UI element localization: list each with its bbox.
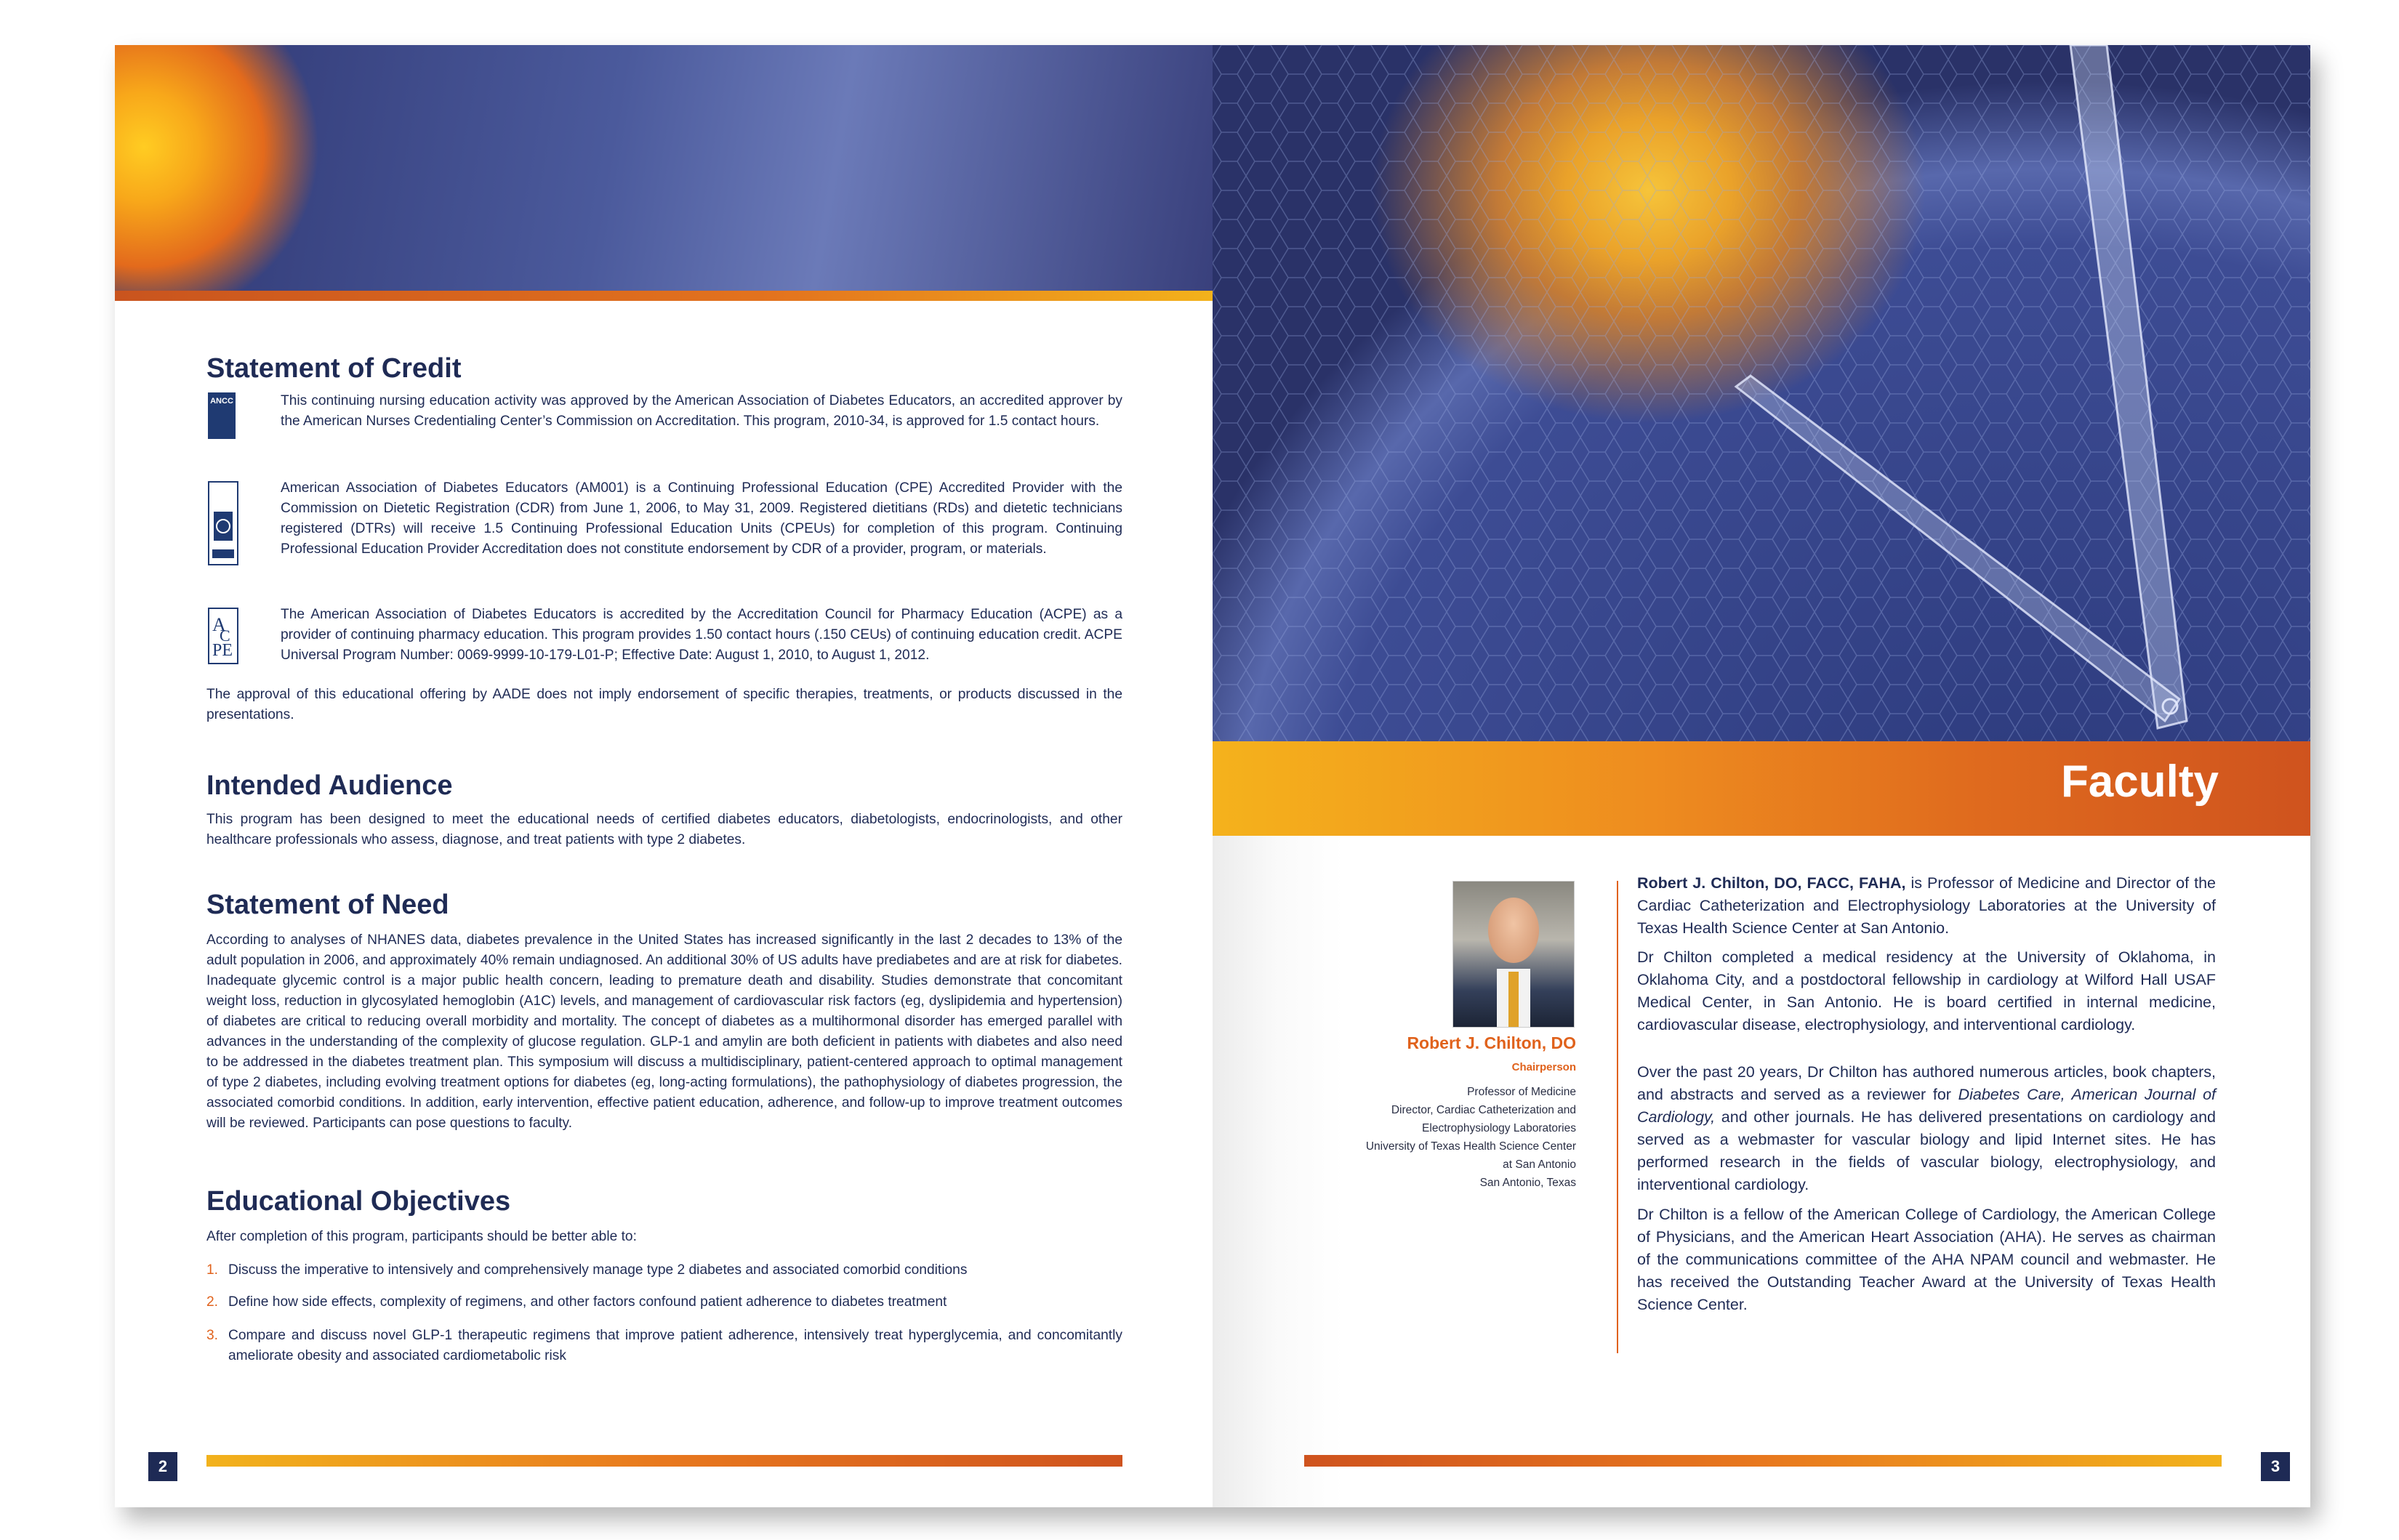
objective-number: 3. <box>206 1328 219 1343</box>
acpe-monogram-icon <box>209 609 237 663</box>
bio-paragraph-3 <box>1637 1061 2216 1196</box>
bio-p3-end: and other journals. He has delivered presentations on cardiology and served as a webmaster for vascular biology and lipid Internet sites. He has performed research in the fields of vascular biology, electrophysiology, and interventional cardiology. <box>1637 1108 2216 1193</box>
objective-number: 1. <box>206 1262 219 1278</box>
brochure-spread <box>115 45 2310 1507</box>
objective-text: Discuss the imperative to intensively and comprehensively manage type 2 diabetes and associated comorbid conditions <box>228 1262 968 1278</box>
svg-text:A: A <box>212 614 226 635</box>
faculty-role: Chairperson <box>1511 1061 1576 1073</box>
intended-audience-text: This program has been designed to meet the educational needs of certified diabetes educators, diabetologists, endocrinologists, and other healthcare professionals who assess, diagnose, and treat patients with type 2 diabetes. <box>206 812 1122 847</box>
left-header-artwork <box>115 45 1213 292</box>
objective-text: Define how side effects, complexity of regimens, and other factors confound patient adherence to diabetes treatment <box>228 1294 947 1310</box>
left-footer-bar <box>206 1455 1122 1467</box>
affiliation-line: San Antonio, Texas <box>1479 1177 1576 1189</box>
faculty-title: Faculty <box>2060 757 2219 807</box>
objective-number: 2. <box>206 1294 219 1310</box>
bio-paragraph-4: Dr Chilton is a fellow of the American College of Cardiology, the American College of Physicians, and the American Heart Association (AHA). He serves as chairman of the communications committee of the AHA NPAM council and webmaster. He has received the Outstanding Teacher Award at the University of Texas Health Science Center. <box>1637 1206 2216 1313</box>
bio-divider <box>1617 881 1618 1353</box>
left-page <box>115 45 1213 1507</box>
portrait-face <box>1488 898 1539 963</box>
statement-of-need-heading: Statement of Need <box>206 890 449 920</box>
bio-intro-text: is Professor of Medicine and Director of the Cardiac Catheterization and Electrophysiology Laboratories at the University of Texas Health Science Center at San Antonio. <box>1637 874 2216 937</box>
bio-name-credentials: Robert J. Chilton, DO, FACC, FAHA, <box>1637 874 1906 892</box>
faculty-photo <box>1452 881 1575 1028</box>
acpe-logo <box>208 608 238 664</box>
objective-text: Compare and discuss novel GLP-1 therapeutic regimens that improve patient adherence, intensively treat hyperglycemia, and concomitantly ameliorate obesity and associated cardiometabolic risk <box>228 1328 1122 1363</box>
educational-objectives-heading: Educational Objectives <box>206 1186 511 1217</box>
affiliation-line: Director, Cardiac Catheterization and <box>1391 1104 1576 1116</box>
affiliation-line: Electrophysiology Laboratories <box>1422 1122 1576 1134</box>
faculty-affiliation <box>1343 1083 1576 1192</box>
intended-audience-heading: Intended Audience <box>206 770 453 801</box>
statement-of-need-text: According to analyses of NHANES data, diabetes prevalence in the United States has increased significantly in the last 2 decades to 13% of the adult population in 2006, and approximately 40% remain undiagnosed. An additional 30% of US adults have prediabetes and are at risk for diabetes. Inadequate glycemic control is a major public health concern, leading to premature death and disability. Studies demonstrate that concomitant weight loss, reduction in glycosylated hemoglobin (A1C) levels, and management of cardiovascular risk factors (eg, dyslipidemia and hypertension) of diabetes are critical to reducing overall morbidity and mortality. The concept of diabetes as a multihormonal disorder has emerged parallel with advances in the understanding of the complexity of glucose regulation. GLP-1 and amylin are both deficient in patients with diabetes and also need to be addressed in the diabetes treatment plan. This symposium will discuss a multidisciplinary, patient-centered approach to optimal management of type 2 diabetes, including evolving treatment options for diabetes (eg, long-acting formulations), the pathophysiology of diabetes progression, the associated comorbid conditions. In addition, early intervention, effective patient education, adherence, and follow-up to improve treatment outcomes will be reviewed. Participants can pose questions to faculty. <box>206 932 1122 1131</box>
globe-clock-artwork <box>1213 45 2310 743</box>
portrait-tie <box>1508 972 1519 1027</box>
statement-of-credit-heading: Statement of Credit <box>206 353 462 384</box>
page-number-left: 2 <box>148 1452 177 1481</box>
cdr-logo <box>208 481 238 565</box>
faculty-name: Robert J. Chilton, DO <box>1407 1033 1576 1052</box>
affiliation-line: at San Antonio <box>1503 1158 1576 1171</box>
cdr-credit-text: American Association of Diabetes Educators (AM001) is a Continuing Professional Education (CPE) Accredited Provider with the Commission on Dietetic Registration (CDR) from June 1, 2006, to May 31, 2009. Registered dietitians (RDs) and dietetic technicians registered (DTRs) will receive 1.5 Continuing Professional Education Units (CPEUs) for completion of this program. Continuing Professional Education Provider Accreditation does not constitute endorsement by CDR of a provider, program, or materials. <box>281 480 1122 557</box>
right-page <box>1213 45 2310 1507</box>
svg-text:C: C <box>220 626 230 645</box>
ancc-credit-text: This continuing nursing education activity was approved by the American Association of Diabetes Educators, an accredited approver by the American Nurses Credentialing Center’s Commission on Accreditation. This program, 2010-34, is approved for 1.5 contact hours. <box>281 393 1122 429</box>
svg-text:PE: PE <box>212 641 233 660</box>
affiliation-line: Professor of Medicine <box>1467 1086 1576 1098</box>
bio-p3-start: Over the past 20 years, Dr Chilton has authored numerous articles, book chapters, and abstracts and served as a reviewer for <box>1637 1063 2216 1103</box>
bio-paragraph-2: Dr Chilton completed a medical residency at the University of Oklahoma, in Oklahoma City, and a postdoctoral fellowship in cardiology at Wilford Hall USAF Medical Center, in San Antonio. He is board certified in internal medicine, cardiovascular disease, electrophysiology, and interventional cardiology. <box>1637 948 2216 1033</box>
bio-paragraph-1 <box>1637 872 2216 940</box>
ancc-logo-text: ANCC <box>210 397 233 406</box>
ancc-logo <box>208 392 236 439</box>
left-header-stripe <box>115 291 1213 301</box>
acpe-credit-text: The American Association of Diabetes Educators is accredited by the Accreditation Council for Pharmacy Education (ACPE) as a provider of continuing pharmacy education. This program provides 1.50 contact hours (.150 CEUs) of continuing education credit. ACPE Universal Program Number: 0069-9999-10-179-L01-P; Effective Date: August 1, 2010, to August 1, 2012. <box>281 607 1122 663</box>
page-number-right: 3 <box>2261 1452 2290 1481</box>
bio-journals: Diabetes Care, American Journal of Cardiology, <box>1637 1086 2216 1126</box>
right-footer-bar <box>1304 1455 2222 1467</box>
cdr-seal-icon <box>209 483 237 564</box>
objectives-intro-text: After completion of this program, participants should be better able to: <box>206 1229 637 1244</box>
clock-hands-icon <box>1213 45 2310 743</box>
affiliation-line: University of Texas Health Science Center <box>1365 1140 1576 1153</box>
approval-disclaimer-text: The approval of this educational offering by AADE does not imply endorsement of specific therapies, treatments, or products discussed in the presentations. <box>206 687 1122 722</box>
